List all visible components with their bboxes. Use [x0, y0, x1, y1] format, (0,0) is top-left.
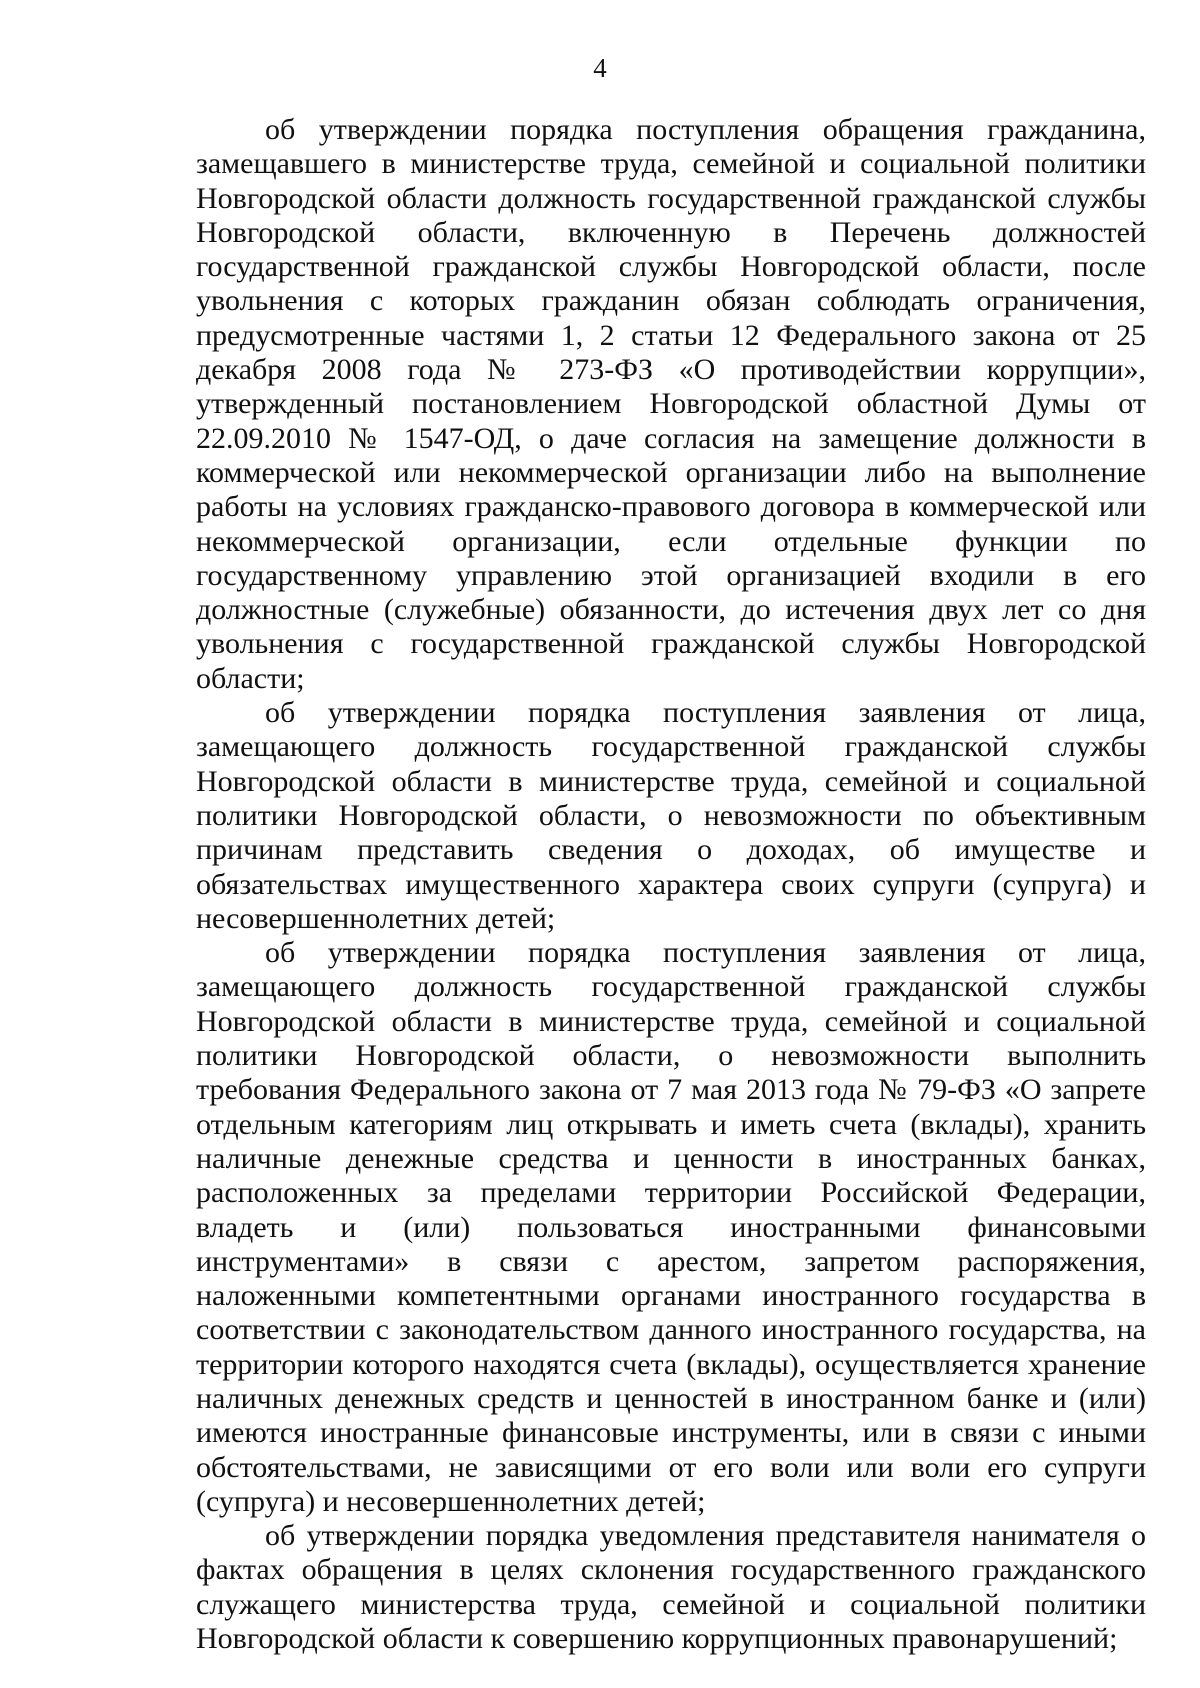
paragraph-appeal-procedure: об утверждении порядка поступления обращения гражданина, замещавшего в министерстве труда, семейной и социальной политики Новгородской области должность государственной гражданской службы Новгородской области, включенную в Перечень должностей государственной гражданской службы Новгородской области, после увольнения с которых гражданин обязан соблюдать ограничения, предусмотренные частями 1, 2 статьи 12 Федерального закона от 25 декабря 2008 года № 273-ФЗ «О противодействии коррупции», утвержденный постановлением Новгородской областной Думы от 22.09.2010 № 1547-ОД, о даче согласия на замещение должности в коммерческой или некоммерческой организации либо на выполнение работы на условиях гражданско-правового договора в коммерческой или некоммерческой организации, если отдельные функции по государственному управлению этой организацией входили в его должностные (служебные) обязанности, до истечения двух лет со дня увольнения с государственной гражданской службы Новгородской области; [196, 113, 1146, 695]
paragraph-foreign-accounts-procedure: об утверждении порядка поступления заявления от лица, замещающего должность государственной гражданской службы Новгородской области в министерстве труда, семейной и социальной политики Новгородской области, о невозможности выполнить требования Федерального закона от 7 мая 2013 года № 79-ФЗ «О запрете отдельным категориям лиц открывать и иметь счета (вклады), хранить наличные денежные средства и ценности в иностранных банках, расположенных за пределами территории Российской Федерации, владеть и (или) пользоваться иностранными финансовыми инструментами» в связи с арестом, запретом распоряжения, наложенными компетентными органами иностранного государства в соответствии с законодательством данного иностранного государства, на территории которого находятся счета (вклады), осуществляется хранение наличных денежных средств и ценностей в иностранном банке и (или) имеются иностранные финансовые инструменты, или в связи с иными обстоятельствами, не зависящими от его воли или воли его супруги (супруга) и несовершеннолетних детей; [196, 936, 1146, 1518]
paragraph-income-statement-procedure: об утверждении порядка поступления заявления от лица, замещающего должность государственной гражданской службы Новгородской области в министерстве труда, семейной и социальной политики Новгородской области, о невозможности по объективным причинам представить сведения о доходах, об имуществе и обязательствах имущественного характера своих супруги (супруга) и несовершеннолетних детей; [196, 696, 1146, 935]
paragraph-corruption-notification-procedure: об утверждении порядка уведомления представителя нанимателя о фактах обращения в целях склонения государственного гражданского служащего министерства труда, семейной и социальной политики Новгородской области к совершению коррупционных правонарушений; [196, 1519, 1146, 1656]
page-number: 4 [593, 53, 607, 83]
document-body [196, 113, 1146, 1656]
